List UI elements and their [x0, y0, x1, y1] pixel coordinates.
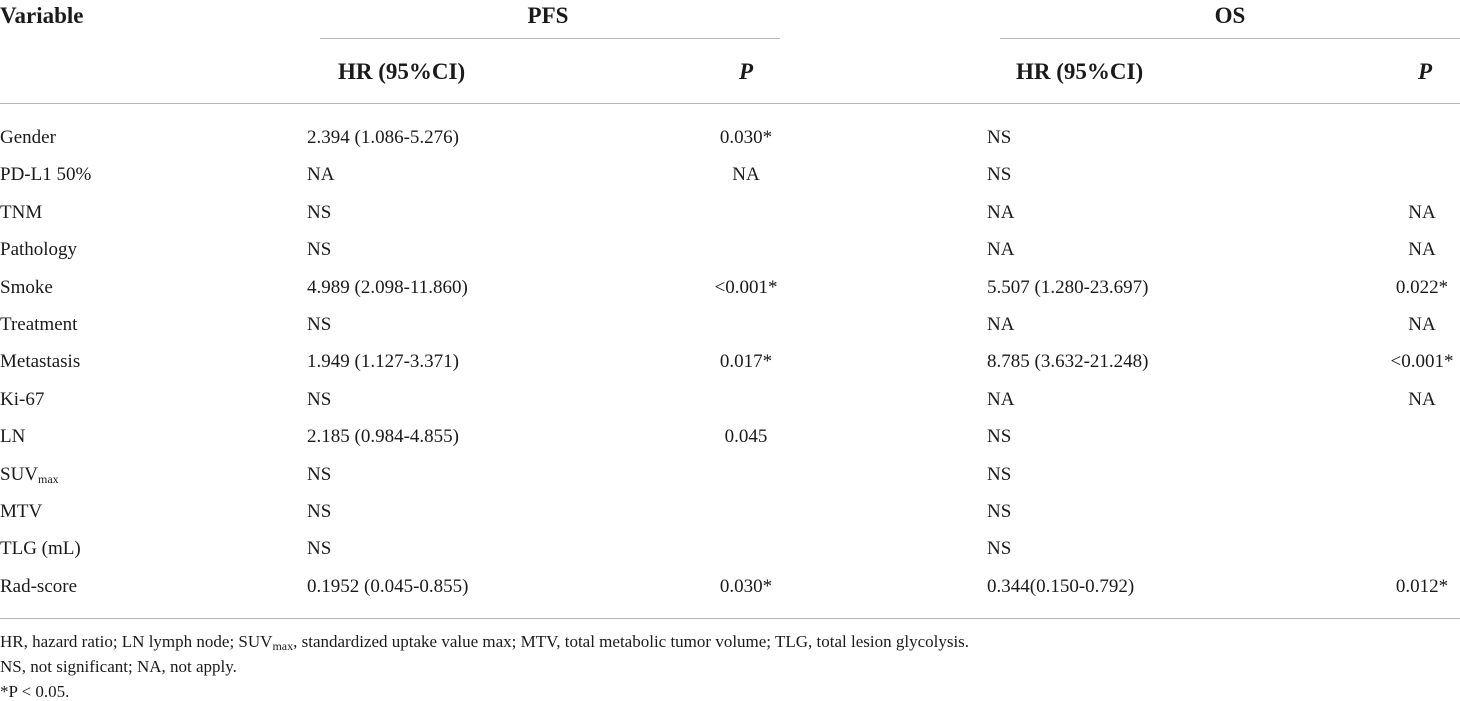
cell-pfs-hr: NS	[307, 464, 332, 485]
cell-os-hr: NA	[987, 202, 1015, 223]
cell-pfs-p: NA	[732, 164, 760, 185]
cell-variable: LN	[0, 426, 26, 447]
cell-pfs-hr: NS	[307, 202, 332, 223]
cell-pfs-hr: NA	[307, 164, 335, 185]
cell-pfs-hr: 1.949 (1.127-3.371)	[307, 351, 459, 372]
cell-variable: Pathology	[0, 239, 78, 260]
cell-os-hr: NA	[987, 314, 1015, 335]
cell-os-hr: NS	[987, 127, 1012, 148]
cell-pfs-hr: NS	[307, 239, 332, 260]
cell-variable: TLG (mL)	[0, 538, 81, 559]
cell-os-hr: NA	[987, 239, 1015, 260]
cell-pfs-hr: 2.185 (0.984-4.855)	[307, 426, 459, 447]
cell-variable: PD-L1 50%	[0, 164, 92, 185]
cell-os-hr: 8.785 (3.632-21.248)	[987, 351, 1149, 372]
cell-pfs-p: <0.001*	[714, 277, 778, 298]
cell-variable: Rad-score	[0, 576, 78, 597]
cell-pfs-hr: 4.989 (2.098-11.860)	[307, 277, 468, 298]
cell-os-p: NA	[1408, 314, 1436, 335]
cell-os-p: NA	[1408, 202, 1436, 223]
header-os-p: P	[1417, 59, 1433, 84]
cell-os-p: NA	[1408, 389, 1436, 410]
cell-os-p: <0.001*	[1390, 351, 1454, 372]
header-os-hr: HR (95%CI)	[1016, 59, 1144, 84]
cell-variable: Gender	[0, 127, 56, 148]
cell-pfs-hr: NS	[307, 389, 332, 410]
cell-pfs-p: 0.030*	[719, 576, 773, 597]
cell-os-hr: NS	[987, 426, 1012, 447]
cell-os-p: 0.022*	[1395, 277, 1449, 298]
pfs-group-rule	[320, 38, 780, 39]
cell-variable: Treatment	[0, 314, 78, 335]
os-group-rule	[1000, 38, 1460, 39]
cell-os-hr: 0.344(0.150-0.792)	[987, 576, 1135, 597]
cell-variable: $SUV_{max}$	[0, 464, 59, 486]
cell-os-hr: NS	[987, 501, 1012, 522]
cell-os-hr: NA	[987, 389, 1015, 410]
cell-pfs-hr: 2.394 (1.086-5.276)	[307, 127, 459, 148]
cell-pfs-p: 0.017*	[719, 351, 773, 372]
cell-pfs-p: 0.045	[724, 426, 768, 447]
cell-variable: MTV	[0, 501, 43, 522]
cell-pfs-hr: 0.1952 (0.045-0.855)	[307, 576, 469, 597]
header-bottom-rule	[0, 103, 1460, 104]
cell-variable: Ki-67	[0, 389, 45, 410]
cell-pfs-hr: NS	[307, 314, 332, 335]
cell-os-hr: NS	[987, 164, 1012, 185]
header-pfs-p: P	[738, 59, 754, 84]
header-pfs: PFS	[527, 3, 569, 28]
cell-variable: Smoke	[0, 277, 53, 298]
header-pfs-hr: HR (95%CI)	[338, 59, 466, 84]
cell-os-p: 0.012*	[1395, 576, 1449, 597]
cell-os-p: NA	[1408, 239, 1436, 260]
cell-os-hr: NS	[987, 464, 1012, 485]
header-variable: Variable	[0, 3, 84, 28]
header-os: OS	[1214, 3, 1246, 28]
cell-pfs-hr: NS	[307, 538, 332, 559]
footnote-ns-na: NS, not significant; NA, not apply.	[0, 657, 237, 676]
footnote-abbreviations: HR, hazard ratio; LN lymph node; $SUV_{max}$, standardized uptake value max; MTV, total metabolic tumor volume; TLG, total lesion glycolysis.	[0, 632, 970, 653]
cell-pfs-hr: NS	[307, 501, 332, 522]
cell-pfs-p: 0.030*	[719, 127, 773, 148]
table-bottom-rule	[0, 618, 1460, 619]
footnote-significance: *P < 0.05.	[0, 682, 70, 701]
cell-variable: TNM	[0, 202, 43, 223]
cell-os-hr: 5.507 (1.280-23.697)	[987, 277, 1149, 298]
cell-variable: Metastasis	[0, 351, 81, 372]
cell-os-hr: NS	[987, 538, 1012, 559]
